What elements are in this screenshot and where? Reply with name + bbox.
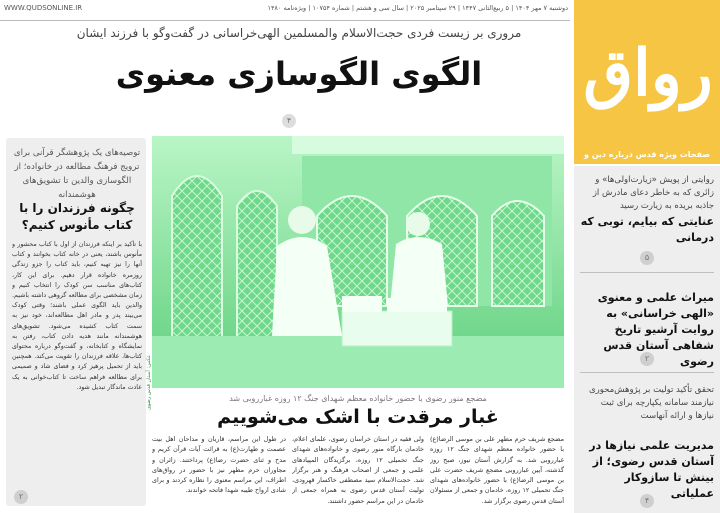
sidebar-story-2-page-badge[interactable]: ۲: [640, 352, 654, 366]
sidebar-divider: [580, 372, 714, 373]
photo-credit: عکس: آستان قدس رضوی: [146, 354, 152, 410]
masthead-tagline: صفحات ویژه قدس درباره دین و: [583, 150, 711, 159]
left-story-kicker: توصیه‌های یک پژوهشگر قرآنی برای ترویج فرهنگ مطالعه در خانواده؛ از الگوسازی والدین تا تشویق‌های هوشمندانه: [13, 148, 141, 200]
shrine-photo[interactable]: [152, 136, 564, 388]
site-url[interactable]: WWW.QUDSONLINE.IR: [4, 4, 83, 12]
dateline: دوشنبه ۷ مهر ۱۴۰۴ | ۵ ربیع‌الثانی ۱۴۴۷ | ۲۹ سپتامبر ۲۰۲۵ | سال سی و هشتم | شماره ۱۰۷۵۴ | ویژه‌نامه ۱۴۸۰: [267, 4, 568, 12]
sidebar-story-1-title[interactable]: عنایتی که بیایم، توبی که درمانی: [580, 215, 714, 244]
bottom-column-2: ولی فقیه در استان خراسان رضوی، علمای اعلام، خادمان بارگاه منور رضوی و خانواده‌های شهدای جنگ تحمیلی ۱۲ روزه، برگزیدگان المپیادهای علمی و جمعی از اصحاب فرهنگ و هنر برگزار شد. حجت‌الاسلام سید مصطفی خاکسار قهرودی، تولیت آستان قدس رضوی به همراه جمعی از خادمان در این مراسم حضور داشتند.: [292, 435, 424, 505]
sidebar-story-3-page-badge[interactable]: ۴: [640, 494, 654, 508]
left-story-title[interactable]: چگونه فرزندان را با کتاب مأنوس کنیم؟: [19, 201, 135, 232]
left-story-page-badge[interactable]: ۲: [14, 490, 28, 504]
photo-caption: مضجع منور رضوی با حضور خانواده معظم شهدای جنگ ۱۲ روزه غبارروبی شد: [229, 394, 487, 403]
sidebar-story-3-title[interactable]: مدیریت علمی نیازها در آستان قدس رضوی؛ از بینش تا سازوکار عملیاتی: [589, 439, 714, 500]
sidebar-story-3-kicker: تحقق تأکید تولیت بر پژوهش‌محوری نیازمند سامانه یکپارچه برای ثبت نیازها و ارائه آنهاست: [588, 385, 714, 421]
sidebar-story-1-kicker: روایتی از پویش «زیارت‌اولی‌ها» و زائری که به خاطر دعای مادرش از جاذبه بریده به زیارت رسید: [592, 175, 714, 211]
sidebar-divider: [580, 272, 714, 273]
photo-headline[interactable]: غبار مرقدت با اشک می‌شوییم: [217, 406, 499, 428]
bottom-column-3: در طول این مراسم، قاریان و مداحان اهل بیت عصمت و طهارت(ع) به قرائت آیات قرآن کریم و مدح و ثنای حضرت رضا(ع) پرداختند. زائران و مجاوران حرم مطهر نیز با حضور در رواق‌های اطراف، این مراسم معنوی را نظاره کردند و برای شادی ارواح طیبه شهدا فاتحه خواندند.: [152, 435, 286, 495]
shrine-illustration: [152, 136, 564, 388]
newspaper-logo: رواق: [583, 35, 713, 111]
sidebar-story-1-page-badge[interactable]: ۵: [640, 251, 654, 265]
sidebar-story-2-title[interactable]: میراث علمی و معنوی «الهی خراسانی» به روایت آرشیو تاریخ شفاهی آستان قدس رضوی: [597, 291, 714, 368]
lead-page-badge[interactable]: ۴: [282, 114, 296, 128]
bottom-column-1: مضجع شریف حرم مطهر علی بن موسی الرضا(ع) با حضور خانواده معظم شهدای جنگ ۱۲ روزه غبارروبی شد. به گزارش آستان نیوز، صبح روز گذشته، آیین غبارروبی مضجع شریف حضرت علی بن موسی الرضا(ع) با حضور خانواده‌های شهدای جنگ تحمیلی ۱۲ روزه، خادمان و جمعی از مسئولان آستان قدس رضوی برگزار شد.: [430, 435, 564, 505]
left-story-body: با تأکید بر اینکه فرزندان از اول با کتاب محشور و مأنوس باشند، یعنی در خانه کتاب بخوانند و کتاب آنها را نیز تهیه کنیم، باید کتاب را جزو زندگی روزمره خانواده قرار دهیم. برای این کار، کتاب‌های مناسب سن کودک را انتخاب کنیم و زمان مشخصی برای مطالعه گروهی داشته باشیم. والدین باید الگوی عملی باشند؛ وقتی کودک می‌بیند پدر و مادر اهل مطالعه‌اند، خود نیز به سمت کتاب کشیده می‌شود. تشویق‌های هوشمندانه مانند هدیه دادن کتاب، رفتن به نمایشگاه و کتابخانه، و گفت‌وگو درباره محتوای کتاب‌ها، علاقه فرزندان را تقویت می‌کند. همچنین باید از تحمیل پرهیز کرد و فضای شاد و صمیمی برای مطالعه فراهم ساخت تا کتاب‌خوانی به یک عادت ماندگار تبدیل شود.: [12, 241, 142, 391]
lead-kicker: مروری بر زیست فردی حجت‌الاسلام والمسلمین الهی‌خراسانی در گفت‌وگو با فرزند ایشان: [76, 26, 522, 40]
lead-headline[interactable]: الگوی الگوسازی معنوی: [115, 55, 483, 93]
